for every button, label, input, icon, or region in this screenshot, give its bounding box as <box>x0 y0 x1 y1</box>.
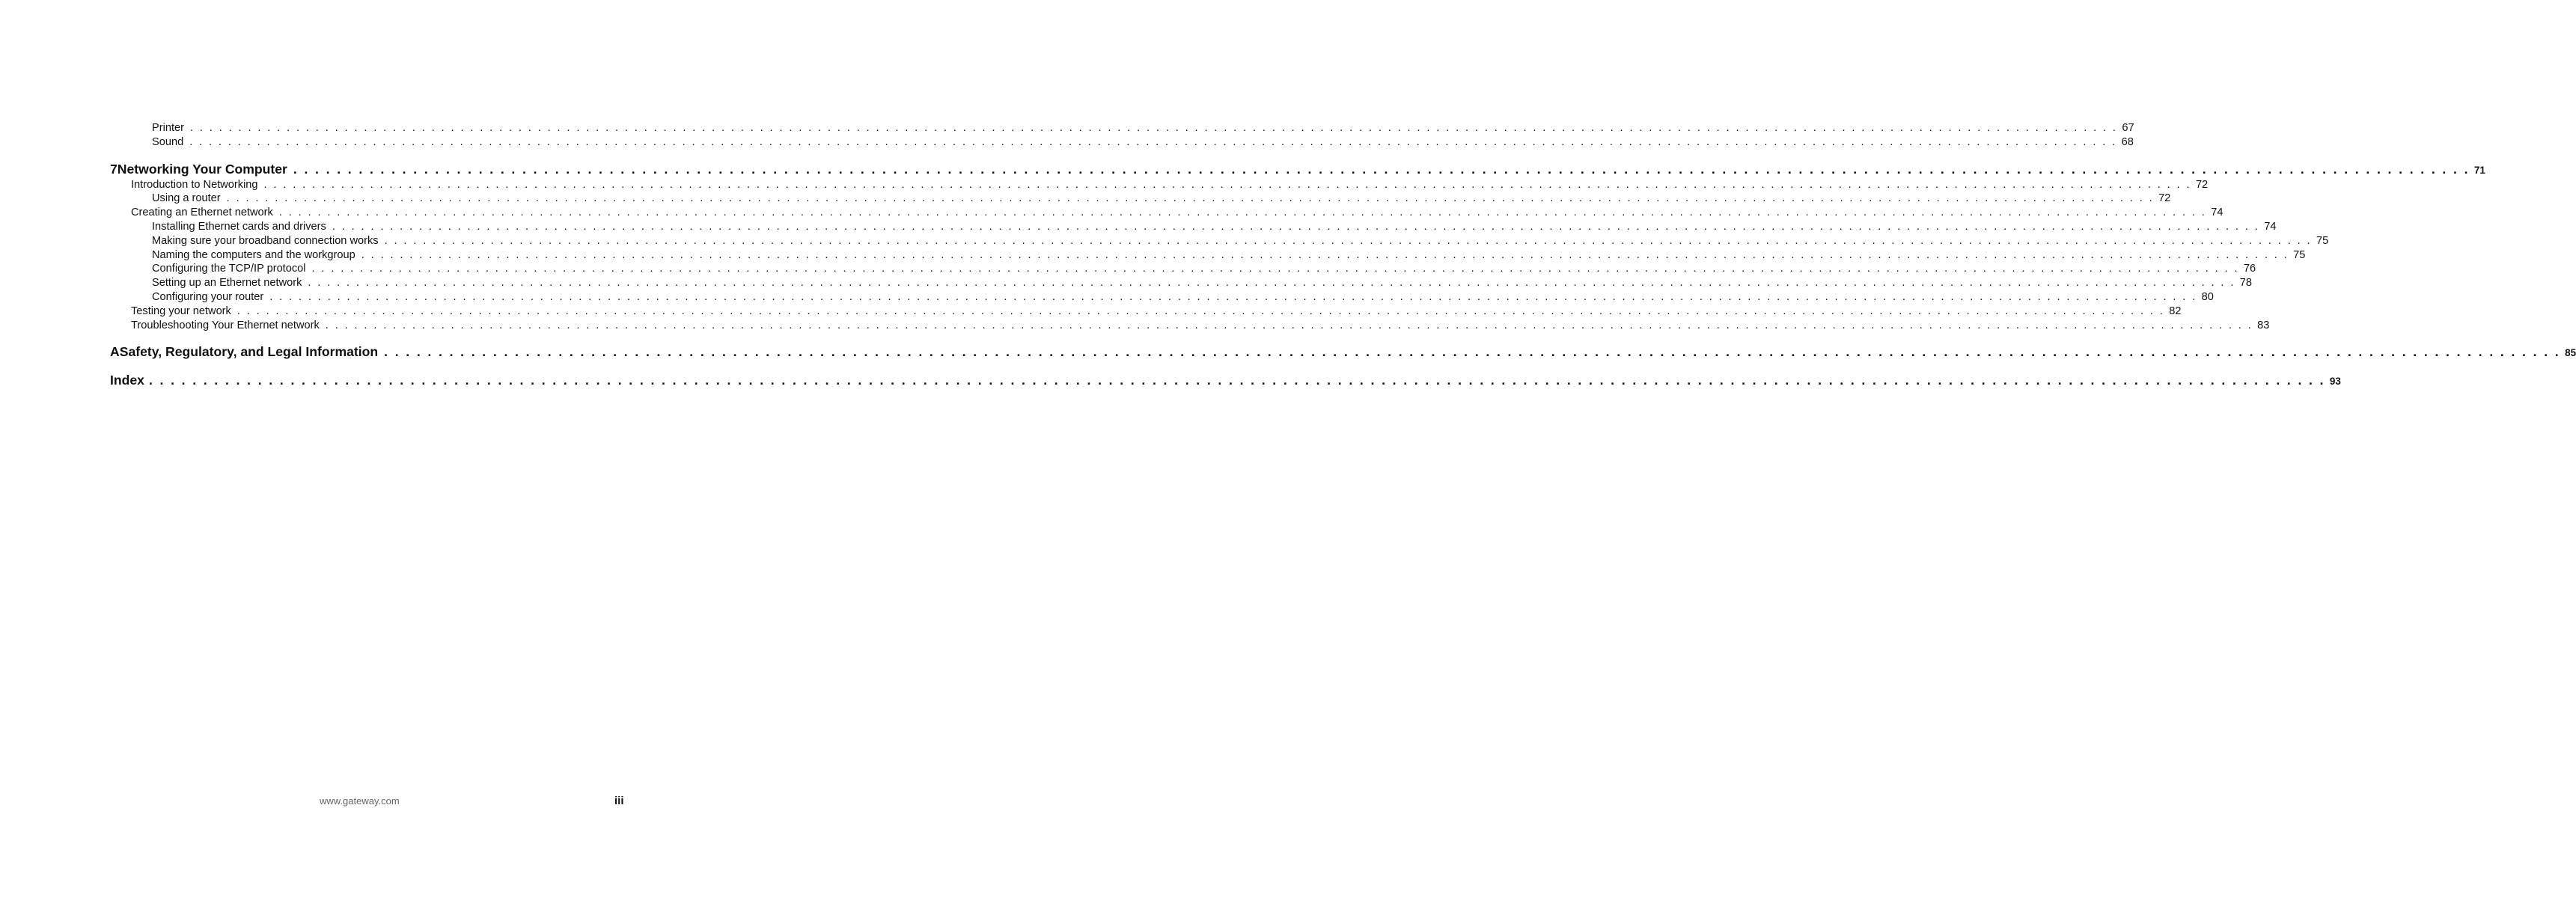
chapter-number: A <box>110 344 120 360</box>
toc-entry[interactable] <box>110 192 2171 206</box>
toc-entry[interactable] <box>110 135 2134 150</box>
toc-entry[interactable] <box>110 220 2277 234</box>
toc-entry[interactable] <box>110 234 2329 248</box>
toc-entry[interactable] <box>110 276 2253 290</box>
toc-entry[interactable] <box>110 206 2224 220</box>
dot-leader: . . . . . . . . . . . . . . . . . . . . . . . . . . . . . . . . . . . . . . . . . . . . . . . . . . . . . . . . . . . . . . . . . . . . . . . . . . . . . . . . . . . . . . . . . . . . . . . . . . . . . . . . . . . . . . . . . . . . . . . . . . . . . . . . . . . . . . . . . . . . . . . . . . . . . . . . . . . . . . . . . . . . . . . . . . . . . . . . . . . . . . . . . . . . . . . . . . . . . . . . <box>148 373 2325 388</box>
toc-entry-title: Installing Ethernet cards and drivers <box>152 220 326 233</box>
toc-entry-title: Configuring the TCP/IP protocol <box>152 263 306 275</box>
toc-entry-title: Index <box>110 373 144 388</box>
dot-leader: . . . . . . . . . . . . . . . . . . . . . . . . . . . . . . . . . . . . . . . . . . . . . . . . . . . . . . . . . . . . . . . . . . . . . . . . . . . . . . . . . . . . . . . . . . . . . . . . . . . . . . . . . . . . . . . . . . . . . . . . . . . . . . . . . . . . . . . . . . . . . . . . . . . . . . . . . . . . . . . . . . . . . . . . . . . . . . . . . . . . . . . . . . . . . . . . . . . . . . . . <box>384 344 2561 360</box>
dot-leader: . . . . . . . . . . . . . . . . . . . . . . . . . . . . . . . . . . . . . . . . . . . . . . . . . . . . . . . . . . . . . . . . . . . . . . . . . . . . . . . . . . . . . . . . . . . . . . . . . . . . . . . . . . . . . . . . . . . . . . . . . . . . . . . . . . . . . . . . . . . . . . . . . . . . . . . . . . . . . . . . . . . . . . . . . . . . . . . . . . . . . . . . . . . . . . . . . . . . . . . . <box>189 135 2117 148</box>
toc-page-number: 74 <box>2211 206 2224 219</box>
toc-page-number: 68 <box>2121 135 2134 148</box>
toc-entry-title: Safety, Regulatory, and Legal Information <box>119 344 379 360</box>
toc-entry[interactable] <box>110 248 2306 263</box>
toc-page-number: 78 <box>2239 277 2253 290</box>
footer-url[interactable]: www.gateway.com <box>320 795 400 807</box>
toc-page-number: 72 <box>2158 192 2171 205</box>
toc-entry[interactable] <box>110 290 2214 305</box>
toc-page-number: 76 <box>2243 263 2256 275</box>
toc-entry-title: Using a router <box>152 192 221 205</box>
dot-leader: . . . . . . . . . . . . . . . . . . . . . . . . . . . . . . . . . . . . . . . . . . . . . . . . . . . . . . . . . . . . . . . . . . . . . . . . . . . . . . . . . . . . . . . . . . . . . . . . . . . . . . . . . . . . . . . . . . . . . . . . . . . . . . . . . . . . . . . . . . . . . . . . . . . . . . . . . . . . . . . . . . . . . . . . . . . . . . . . . . . . . . . . . . . . . . . . . . . . . . . . <box>236 305 2165 317</box>
dot-leader: . . . . . . . . . . . . . . . . . . . . . . . . . . . . . . . . . . . . . . . . . . . . . . . . . . . . . . . . . . . . . . . . . . . . . . . . . . . . . . . . . . . . . . . . . . . . . . . . . . . . . . . . . . . . . . . . . . . . . . . . . . . . . . . . . . . . . . . . . . . . . . . . . . . . . . . . . . . . . . . . . . . . . . . . . . . . . . . . . . . . . . . . . . . . . . . . . . . . . . . . <box>311 263 2239 275</box>
dot-leader: . . . . . . . . . . . . . . . . . . . . . . . . . . . . . . . . . . . . . . . . . . . . . . . . . . . . . . . . . . . . . . . . . . . . . . . . . . . . . . . . . . . . . . . . . . . . . . . . . . . . . . . . . . . . . . . . . . . . . . . . . . . . . . . . . . . . . . . . . . . . . . . . . . . . . . . . . . . . . . . . . . . . . . . . . . . . . . . . . . . . . . . . . . . . . . . . . . . . . . . . <box>263 178 2191 191</box>
toc-entry[interactable] <box>110 121 2134 135</box>
toc-page-number: 82 <box>2169 305 2182 317</box>
toc-entry[interactable] <box>110 262 2256 276</box>
toc-entry-title: Networking Your Computer <box>117 161 287 177</box>
toc-entry-title: Printer <box>152 122 184 134</box>
toc-chapter-entry[interactable] <box>110 371 2341 389</box>
dot-leader: . . . . . . . . . . . . . . . . . . . . . . . . . . . . . . . . . . . . . . . . . . . . . . . . . . . . . . . . . . . . . . . . . . . . . . . . . . . . . . . . . . . . . . . . . . . . . . . . . . . . . . . . . . . . . . . . . . . . . . . . . . . . . . . . . . . . . . . . . . . . . . . . . . . . . . . . . . . . . . . . . . . . . . . . . . . . . . . . . . . . . . . . . . . . . . . . . . . . . . . . <box>269 290 2197 303</box>
toc-entry-title: Setting up an Ethernet network <box>152 277 302 290</box>
dot-leader: . . . . . . . . . . . . . . . . . . . . . . . . . . . . . . . . . . . . . . . . . . . . . . . . . . . . . . . . . . . . . . . . . . . . . . . . . . . . . . . . . . . . . . . . . . . . . . . . . . . . . . . . . . . . . . . . . . . . . . . . . . . . . . . . . . . . . . . . . . . . . . . . . . . . . . . . . . . . . . . . . . . . . . . . . . . . . . . . . . . . . . . . . . . . . . . . . . . . . . . . <box>325 319 2253 331</box>
toc-chapter-entry[interactable] <box>110 343 2576 361</box>
toc-entry-title: Making sure your broadband connection works <box>152 234 379 247</box>
dot-leader: . . . . . . . . . . . . . . . . . . . . . . . . . . . . . . . . . . . . . . . . . . . . . . . . . . . . . . . . . . . . . . . . . . . . . . . . . . . . . . . . . . . . . . . . . . . . . . . . . . . . . . . . . . . . . . . . . . . . . . . . . . . . . . . . . . . . . . . . . . . . . . . . . . . . . . . . . . . . . . . . . . . . . . . . . . . . . . . . . . . . . . . . . . . . . . . . . . . . . . . . <box>384 234 2312 247</box>
dot-leader: . . . . . . . . . . . . . . . . . . . . . . . . . . . . . . . . . . . . . . . . . . . . . . . . . . . . . . . . . . . . . . . . . . . . . . . . . . . . . . . . . . . . . . . . . . . . . . . . . . . . . . . . . . . . . . . . . . . . . . . . . . . . . . . . . . . . . . . . . . . . . . . . . . . . . . . . . . . . . . . . . . . . . . . . . . . . . . . . . . . . . . . . . . . . . . . . . . . . . . . . <box>293 161 2470 177</box>
toc-page-number: 93 <box>2329 376 2341 388</box>
toc-entry-title: Creating an Ethernet network <box>131 206 273 219</box>
toc-page-number: 67 <box>2122 122 2134 134</box>
toc-page-number: 83 <box>2257 319 2270 331</box>
table-of-contents <box>110 121 2576 389</box>
toc-chapter-entry[interactable] <box>110 160 2485 178</box>
toc-entry[interactable] <box>110 305 2182 319</box>
toc-entry-title: Testing your network <box>131 305 231 317</box>
dot-leader: . . . . . . . . . . . . . . . . . . . . . . . . . . . . . . . . . . . . . . . . . . . . . . . . . . . . . . . . . . . . . . . . . . . . . . . . . . . . . . . . . . . . . . . . . . . . . . . . . . . . . . . . . . . . . . . . . . . . . . . . . . . . . . . . . . . . . . . . . . . . . . . . . . . . . . . . . . . . . . . . . . . . . . . . . . . . . . . . . . . . . . . . . . . . . . . . . . . . . . . . <box>361 248 2289 261</box>
toc-page-number: 75 <box>2316 234 2329 247</box>
dot-leader: . . . . . . . . . . . . . . . . . . . . . . . . . . . . . . . . . . . . . . . . . . . . . . . . . . . . . . . . . . . . . . . . . . . . . . . . . . . . . . . . . . . . . . . . . . . . . . . . . . . . . . . . . . . . . . . . . . . . . . . . . . . . . . . . . . . . . . . . . . . . . . . . . . . . . . . . . . . . . . . . . . . . . . . . . . . . . . . . . . . . . . . . . . . . . . . . . . . . . . . . <box>332 220 2260 233</box>
toc-entry-title: Configuring your router <box>152 290 264 303</box>
dot-leader: . . . . . . . . . . . . . . . . . . . . . . . . . . . . . . . . . . . . . . . . . . . . . . . . . . . . . . . . . . . . . . . . . . . . . . . . . . . . . . . . . . . . . . . . . . . . . . . . . . . . . . . . . . . . . . . . . . . . . . . . . . . . . . . . . . . . . . . . . . . . . . . . . . . . . . . . . . . . . . . . . . . . . . . . . . . . . . . . . . . . . . . . . . . . . . . . . . . . . . . . <box>278 206 2207 219</box>
toc-entry-title: Naming the computers and the workgroup <box>152 248 355 261</box>
chapter-number: 7 <box>110 161 117 177</box>
toc-entry-title: Introduction to Networking <box>131 178 258 191</box>
dot-leader: . . . . . . . . . . . . . . . . . . . . . . . . . . . . . . . . . . . . . . . . . . . . . . . . . . . . . . . . . . . . . . . . . . . . . . . . . . . . . . . . . . . . . . . . . . . . . . . . . . . . . . . . . . . . . . . . . . . . . . . . . . . . . . . . . . . . . . . . . . . . . . . . . . . . . . . . . . . . . . . . . . . . . . . . . . . . . . . . . . . . . . . . . . . . . . . . . . . . . . . . <box>189 122 2118 134</box>
dot-leader: . . . . . . . . . . . . . . . . . . . . . . . . . . . . . . . . . . . . . . . . . . . . . . . . . . . . . . . . . . . . . . . . . . . . . . . . . . . . . . . . . . . . . . . . . . . . . . . . . . . . . . . . . . . . . . . . . . . . . . . . . . . . . . . . . . . . . . . . . . . . . . . . . . . . . . . . . . . . . . . . . . . . . . . . . . . . . . . . . . . . . . . . . . . . . . . . . . . . . . . . <box>308 277 2235 290</box>
toc-page-number: 71 <box>2473 164 2485 176</box>
toc-entry-title: Troubleshooting Your Ethernet network <box>131 319 320 331</box>
toc-page-number: 72 <box>2195 178 2209 191</box>
toc-page-number: 85 <box>2565 347 2576 359</box>
toc-entry[interactable] <box>110 319 2270 333</box>
toc-page-number: 80 <box>2201 290 2214 303</box>
toc-page-number: 75 <box>2293 248 2306 261</box>
toc-page-number: 74 <box>2264 220 2277 233</box>
page-number: iii <box>614 795 624 807</box>
toc-entry[interactable] <box>110 178 2209 192</box>
toc-entry-title: Sound <box>152 135 184 148</box>
dot-leader: . . . . . . . . . . . . . . . . . . . . . . . . . . . . . . . . . . . . . . . . . . . . . . . . . . . . . . . . . . . . . . . . . . . . . . . . . . . . . . . . . . . . . . . . . . . . . . . . . . . . . . . . . . . . . . . . . . . . . . . . . . . . . . . . . . . . . . . . . . . . . . . . . . . . . . . . . . . . . . . . . . . . . . . . . . . . . . . . . . . . . . . . . . . . . . . . . . . . . . . . <box>226 192 2155 205</box>
